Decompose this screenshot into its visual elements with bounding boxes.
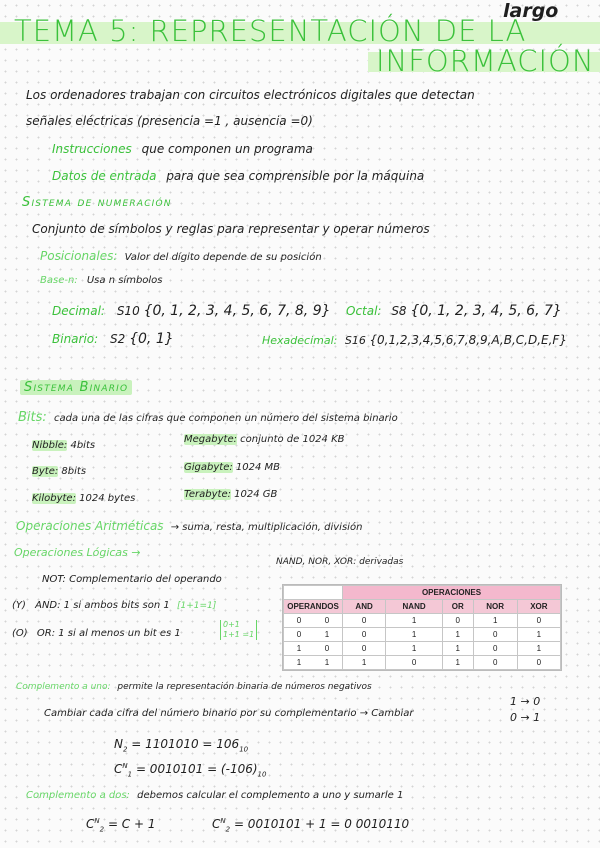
octal-symbol: S8 (391, 304, 407, 318)
hex-label: Hexadecimal: (262, 334, 338, 347)
table-cell: 0 (442, 614, 473, 628)
posicionales-row (40, 249, 322, 263)
table-cell: 0 (343, 614, 386, 628)
or-formula-top: 0+1 (223, 620, 240, 629)
table-cell: 1 (517, 642, 560, 656)
table-cell: 0 (517, 614, 560, 628)
and-prefix: (Y) (12, 600, 26, 611)
eq-c2: $C^N_2 = C + 1$ (86, 817, 156, 834)
binario-set: {0, 1} (129, 331, 174, 347)
hex-symbol: S16 (344, 334, 366, 347)
decimal-row (52, 303, 331, 319)
not-text: NOT: Complementario del operando (42, 574, 222, 585)
complemento-uno-text: permite la representación binaria de números negativos (117, 682, 372, 692)
bits-row (18, 410, 398, 425)
operations-table (283, 585, 561, 670)
table-cell: 1 (386, 642, 443, 656)
table-cell: 1 (517, 628, 560, 642)
binario-row (52, 331, 174, 347)
complemento-uno-row (16, 682, 372, 692)
col-operandos: OPERANDOS (284, 600, 343, 614)
page-title-line2: INFORMACIÓN (376, 44, 595, 78)
unit-kilobyte (32, 493, 135, 504)
or-text: OR: 1 si al menos un bit es 1 (36, 628, 181, 639)
octal-row (346, 303, 562, 319)
unit-label: Gigabyte: (184, 462, 233, 473)
logicas-label: Operaciones Lógicas → (14, 546, 141, 559)
eq-c2-lhs: C (86, 817, 95, 831)
posicionales-text: Valor del dígito depende de su posición (124, 252, 322, 263)
complemento-uno-label: Complemento a uno: (16, 682, 111, 692)
decimal-symbol: S10 (116, 304, 140, 318)
operands-cell (284, 642, 343, 656)
col-xor: XOR (517, 600, 560, 614)
bits-label: Bits: (18, 410, 47, 425)
unit-value: 1024 GB (234, 489, 278, 500)
table-cell: 1 (442, 656, 473, 670)
table-cell: 0 (517, 656, 560, 670)
aritmeticas-text: → suma, resta, multiplicación, división (170, 522, 363, 533)
operand-b: 0 (324, 644, 330, 653)
table-cell: 0 (386, 656, 443, 670)
unit-value: 1024 MB (235, 462, 281, 473)
table-corner (284, 586, 343, 600)
datos-text: para que sea comprensible por la máquina (166, 169, 425, 183)
unit-byte (32, 466, 86, 477)
eq-c2-rhs: = C + 1 (107, 817, 156, 831)
and-row (12, 600, 216, 611)
base-row (40, 275, 163, 286)
table-row (284, 656, 561, 670)
map-1: 1 → 0 (510, 695, 541, 708)
cambiar-text: Cambiar cada cifra del número binario por su complementario → Cambiar (44, 708, 414, 719)
unit-label: Nibble: (32, 440, 68, 451)
operand-b: 1 (324, 658, 330, 667)
table-row (284, 628, 561, 642)
unit-terabyte (184, 489, 277, 500)
complemento-dos-label: Complemento a dos: (26, 790, 130, 801)
eq-n2-lhs: N (114, 737, 123, 751)
eq-c2v-rhs: = 0010101 + 1 = 0 0010110 (233, 817, 410, 831)
unit-value: 8bits (61, 466, 87, 477)
intro-line-1: Los ordenadores trabajan con circuitos electrónicos digitales que detectan (26, 88, 475, 102)
col-or: OR (442, 600, 473, 614)
unit-megabyte (184, 434, 345, 445)
eq-c2-value: $C^N_2 = 0010101 + 1 = 0$ 0010110 (212, 817, 410, 834)
operand-b: 1 (324, 630, 330, 639)
instrucciones-row (52, 142, 313, 156)
heading-binario: Sistema Binario (20, 380, 132, 395)
eq-c1-lhs: C (114, 762, 123, 776)
unit-gigabyte (184, 462, 280, 473)
unit-nibble (32, 440, 95, 451)
unit-label: Byte: (32, 466, 59, 477)
table-cell: 1 (473, 614, 517, 628)
col-nand: NAND (386, 600, 443, 614)
table-cell: 1 (386, 628, 443, 642)
or-formula-bottom: 1+1 =1 (223, 630, 255, 639)
table-group-header: OPERACIONES (343, 586, 561, 600)
hex-set: {0,1,2,3,4,5,6,7,8,9,A,B,C,D,E,F} (369, 333, 567, 347)
map-2: 0 → 1 (510, 711, 541, 724)
col-nor: NOR (473, 600, 517, 614)
datos-row (52, 169, 424, 183)
and-formula: [1+1=1] (176, 601, 217, 611)
binario-label: Binario: (52, 332, 99, 346)
unit-label: Kilobyte: (32, 493, 76, 504)
operands-cell (284, 628, 343, 642)
base-label: Base-n: (40, 275, 78, 286)
intro-line-2: señales eléctricas (presencia =1 , ausencia =0) (26, 114, 313, 128)
page-title: TEMA 5: REPRESENTACIÓN DE LA (14, 14, 527, 48)
aritmeticas-label: Operaciones Aritméticas (16, 519, 164, 533)
unit-value: 1024 bytes (79, 493, 136, 504)
decimal-set: {0, 1, 2, 3, 4, 5, 6, 7, 8, 9} (143, 303, 331, 319)
operand-a: 1 (296, 658, 302, 667)
table-cell: 1 (442, 628, 473, 642)
table-row (284, 614, 561, 628)
or-prefix: (O) (12, 628, 28, 639)
eq-c2v-lhs: C (212, 817, 221, 831)
operand-a: 0 (296, 616, 302, 625)
operand-a: 0 (296, 630, 302, 639)
table-cell: 0 (343, 628, 386, 642)
instrucciones-text: que componen un programa (141, 142, 313, 156)
eq-c1: $C^N_1 = 0010101 = (-106)_{10}$ (114, 762, 267, 779)
table-cell: 1 (386, 614, 443, 628)
complemento-dos-row (26, 790, 403, 801)
base-text: Usa n símbolos (86, 275, 163, 286)
aritmeticas-row (16, 519, 362, 533)
col-and: AND (343, 600, 386, 614)
table-cell: 1 (442, 642, 473, 656)
table-row (284, 642, 561, 656)
posicionales-label: Posicionales: (40, 249, 118, 263)
or-formula (220, 620, 257, 640)
complemento-dos-text: debemos calcular el complemento a uno y sumarle 1 (137, 790, 404, 801)
or-row (12, 628, 181, 639)
badge-largo: largo (503, 0, 559, 22)
and-text: AND: 1 si ambos bits son 1 (35, 600, 170, 611)
unit-label: Megabyte: (184, 434, 237, 445)
hex-row (262, 333, 567, 347)
datos-label: Datos de entrada (52, 169, 157, 183)
unit-value: conjunto de 1024 KB (240, 434, 345, 445)
eq-c1-rhs: = 0010101 = (-106) (135, 762, 258, 776)
derivadas-note: NAND, NOR, XOR: derivadas (276, 557, 404, 567)
table-cell: 0 (343, 642, 386, 656)
table-header-row (284, 600, 561, 614)
table-cell: 0 (473, 656, 517, 670)
table-cell: 0 (473, 642, 517, 656)
eq-n2: $N_2 = 1101010 = 106_{10}$ (114, 737, 249, 754)
instrucciones-label: Instrucciones (52, 142, 132, 156)
heading-numeracion: Sistema de numeración (22, 195, 172, 210)
binario-symbol: S2 (110, 332, 126, 346)
operations-table-wrap (282, 584, 562, 671)
unit-value: 4bits (70, 440, 96, 451)
octal-label: Octal: (346, 304, 382, 318)
operands-cell (284, 614, 343, 628)
unit-label: Terabyte: (184, 489, 231, 500)
table-cell: 0 (473, 628, 517, 642)
table-cell: 1 (343, 656, 386, 670)
operand-a: 1 (296, 644, 302, 653)
eq-n2-rhs: = 1101010 = 106 (131, 737, 240, 751)
octal-set: {0, 1, 2, 3, 4, 5, 6, 7} (410, 303, 562, 319)
numeracion-definition: Conjunto de símbolos y reglas para representar y operar números (32, 222, 430, 236)
operands-cell (284, 656, 343, 670)
operand-b: 0 (324, 616, 330, 625)
bits-text: cada una de las cifras que componen un número del sistema binario (53, 413, 398, 424)
decimal-label: Decimal: (52, 304, 105, 318)
